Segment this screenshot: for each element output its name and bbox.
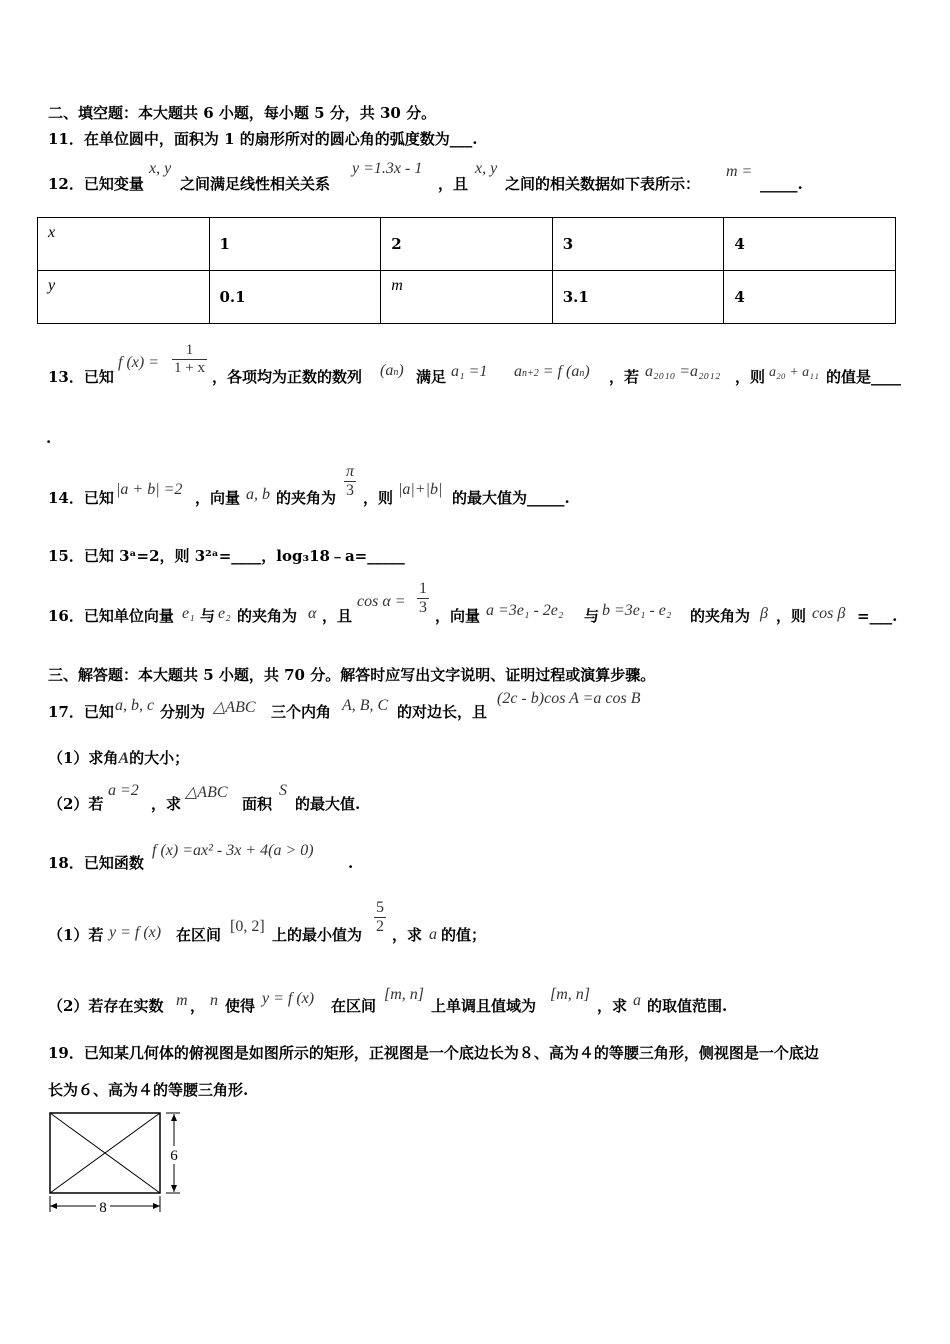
height-label: 6 <box>170 1148 178 1164</box>
q16-text-5: ，向量 <box>435 607 481 625</box>
q18-part1-text-1: （1）若 <box>48 926 104 944</box>
q17-text-2: 分别为 <box>160 703 206 721</box>
table-cell: 3 <box>552 218 724 271</box>
q18-part1-text-3: 上的最小值为 <box>272 926 363 944</box>
q14-text-4: ，则 <box>363 489 394 507</box>
q17-part2-text-2: ，求 <box>151 795 182 813</box>
q18-m: m <box>176 992 188 1009</box>
q13-recurrence: an+2 = f (an) <box>514 363 590 380</box>
q16-text-1: 16．已知单位向量 <box>48 607 174 625</box>
q18-fraction <box>374 899 386 936</box>
table-cell: 1 <box>209 218 381 271</box>
q16-beta: β <box>760 605 768 622</box>
q18-part2-text-6: 的取值范围. <box>647 997 728 1015</box>
q14-denominator: 3 <box>346 482 354 499</box>
q18-part1-text-5: 的值； <box>441 926 487 944</box>
q18-part2-text-2: 使得 <box>225 997 256 1015</box>
q16-text-7: 的夹角为 <box>690 607 751 625</box>
q17-part1: （1）求角A的大小； <box>48 749 190 767</box>
q16-text-9: =___. <box>857 607 898 625</box>
q12-blank: _____. <box>760 175 803 193</box>
q14-abs-sum: |a + b| =2 <box>116 481 183 498</box>
q18-part2-text-5: ，求 <box>597 997 628 1015</box>
q17-area-S: S <box>279 782 287 799</box>
q13-fraction <box>172 342 207 377</box>
q18-part2-text-1: （2）若存在实数 <box>48 997 164 1015</box>
q13-equality: a₂₀₁₀ =a₂₀₁₂ <box>645 363 721 380</box>
table-cell: 3.1 <box>552 271 724 324</box>
arrow-up-icon <box>171 1114 177 1121</box>
q16-alpha: α <box>308 605 317 622</box>
q17-triangle-2: △ABC <box>185 784 228 801</box>
q12-text-2: 之间满足线性相关关系 <box>180 175 331 193</box>
q16-text-6: 与 <box>584 607 600 625</box>
q16-vector-a: a =3e₁ - 2e₂ <box>486 602 564 619</box>
question-11: 11．在单位圆中，面积为 1 的扇形所对的圆心角的弧度数为___. <box>48 130 478 148</box>
q12-vars: x, y <box>149 160 172 177</box>
table-cell: 2 <box>381 218 553 271</box>
q18-function: f (x) =ax² - 3x + 4(a > 0) <box>152 842 314 859</box>
q16-text-8: ，则 <box>776 607 807 625</box>
q13-sum: a₂₀ + a₁₁ <box>769 365 819 380</box>
q16-fraction <box>417 580 429 617</box>
data-table <box>37 217 896 324</box>
q13-a1: a₁ =1 <box>451 363 488 380</box>
q17-part2-text-3: 面积 <box>242 795 273 813</box>
q12-text-3: ，且 <box>438 175 469 193</box>
q16-text-3: 的夹角为 <box>237 607 298 625</box>
table-cell: 4 <box>724 218 896 271</box>
q17-text-3: 三个内角 <box>271 703 332 721</box>
q13-text-4: ，若 <box>609 368 640 386</box>
q17-text-4: 的对边长，且 <box>397 703 488 721</box>
q18-y-fx: y = f (x) <box>109 924 162 941</box>
arrow-left-icon <box>50 1203 57 1209</box>
q12-equation: y =1.3x - 1 <box>352 160 423 177</box>
q14-text-5: 的最大值为_____. <box>452 489 570 507</box>
q13-text-6: 的值是____ <box>826 368 902 386</box>
arrow-right-icon <box>153 1203 160 1209</box>
q13-text-5: ，则 <box>735 368 766 386</box>
q13-text-1: 13．已知 <box>48 368 114 386</box>
q19-line-2: 长为６、高为４的等腰三角形. <box>48 1081 249 1099</box>
table-cell: m <box>381 271 553 324</box>
q16-e1: e₁ <box>182 605 195 622</box>
table-cell: y <box>38 271 210 324</box>
q13-numerator: 1 <box>172 342 207 360</box>
q17-sides: a, b, c <box>115 697 155 714</box>
q18-part2-text-3: 在区间 <box>331 997 377 1015</box>
q14-vectors: a, b <box>246 486 270 503</box>
q18-part1-text-4: ，求 <box>392 926 423 944</box>
width-label: 8 <box>99 1200 107 1216</box>
q18-interval: [0, 2] <box>230 918 265 935</box>
q12-m: m = <box>726 163 753 180</box>
q17-text-1: 17．已知 <box>48 703 114 721</box>
q18-end: . <box>348 854 354 872</box>
question-15: 15．已知 3ᵃ=2，则 3²ᵃ=____，log₃18﹣a=_____ <box>48 547 405 565</box>
q18-part2-comma: ， <box>190 997 206 1015</box>
q17-angle-A: A <box>118 750 130 767</box>
q18-range-mn: [m, n] <box>550 986 591 1003</box>
top-view-figure <box>44 1108 194 1218</box>
q17-a-eq: a =2 <box>108 782 139 799</box>
q19-line-1: 19．已知某几何体的俯视图是如图所示的矩形，正视图是一个底边长为８、高为４的等腰三角形，侧视图是一个底边 <box>48 1044 819 1062</box>
q16-e2: e₂ <box>218 605 231 622</box>
q16-numerator: 1 <box>419 580 427 597</box>
q13-end: . <box>46 429 52 447</box>
q18-part2-text-4: 上单调且值域为 <box>431 997 537 1015</box>
q17-part2-text-4: 的最大值. <box>295 795 361 813</box>
q14-text-2: ，向量 <box>195 489 241 507</box>
q14-expression: |a|+|b| <box>398 481 443 498</box>
q16-cos-beta: cos β <box>812 605 846 622</box>
q16-text-4: ，且 <box>322 607 353 625</box>
table-row <box>38 271 896 324</box>
q13-text-3: 满足 <box>416 368 447 386</box>
q16-denominator: 3 <box>419 599 427 616</box>
arrow-down-icon <box>171 1185 177 1192</box>
section3-heading: 三、解答题：本大题共 5 小题，共 70 分。解答时应写出文字说明、证明过程或演算步骤。 <box>48 666 656 684</box>
q16-text-2: 与 <box>200 607 216 625</box>
q13-function: f (x) = <box>118 354 159 371</box>
q17-part2-text-1: （2）若 <box>48 795 104 813</box>
q14-text-1: 14．已知 <box>48 489 114 507</box>
q13-denominator: 1 + x <box>174 360 205 376</box>
q13-sequence: (an) <box>380 362 404 379</box>
q18-denominator: 2 <box>376 918 384 935</box>
q17-triangle: △ABC <box>213 699 256 716</box>
q12-text-4: 之间的相关数据如下表所示： <box>505 175 701 193</box>
table-cell: 0.1 <box>209 271 381 324</box>
q18-y-fx-2: y = f (x) <box>262 990 315 1007</box>
q12-text-1: 12．已知变量 <box>48 175 144 193</box>
table-cell: 4 <box>724 271 896 324</box>
q18-n: n <box>210 992 218 1009</box>
q14-text-3: 的夹角为 <box>276 489 337 507</box>
q16-cos-alpha: cos α = <box>357 593 406 610</box>
q14-fraction <box>344 463 356 500</box>
q13-text-2: ，各项均为正数的数列 <box>212 368 363 386</box>
table-cell: x <box>38 218 210 271</box>
table-row <box>38 218 896 271</box>
q12-vars-2: x, y <box>475 160 498 177</box>
q17-equation: (2c - b)cos A =a cos B <box>497 690 641 707</box>
q17-angles: A, B, C <box>342 697 389 714</box>
q16-vector-b: b =3e₁ - e₂ <box>602 602 672 619</box>
q18-interval-mn: [m, n] <box>384 986 425 1003</box>
q18-numerator: 5 <box>376 899 384 916</box>
q18-part1-text-2: 在区间 <box>176 926 222 944</box>
q18-a-2: a <box>633 992 641 1009</box>
q14-numerator: π <box>346 463 355 480</box>
q18-text-1: 18．已知函数 <box>48 854 144 872</box>
section2-heading: 二、填空题：本大题共 6 小题，每小题 5 分，共 30 分。 <box>48 104 437 122</box>
q18-a: a <box>429 926 437 943</box>
